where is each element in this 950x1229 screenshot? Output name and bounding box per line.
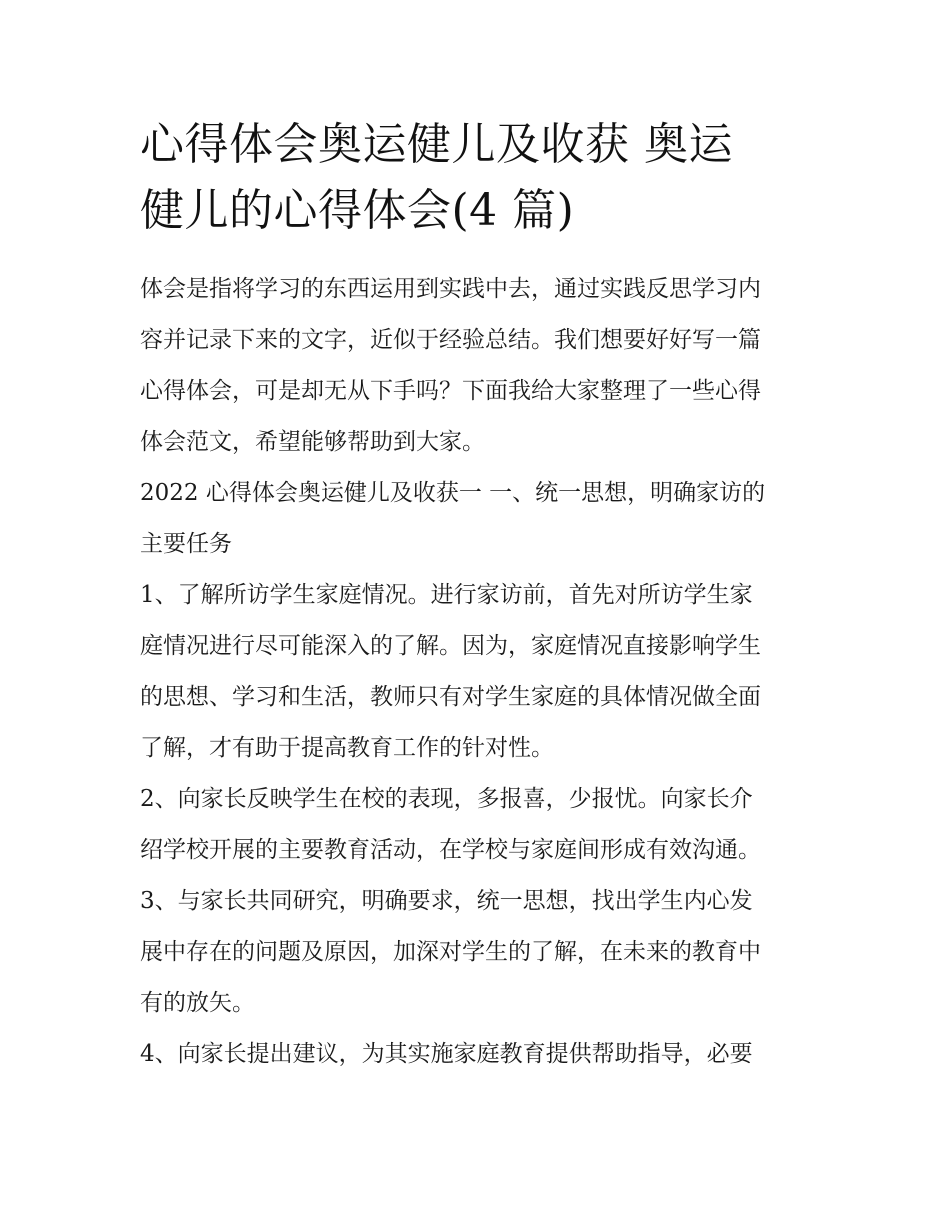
paragraph-line: 1、了解所访学生家庭情况。进行家访前，首先对所访学生家	[140, 582, 753, 608]
paragraph-line: 2022 心得体会奥运健儿及收获一 一、统一思想，明确家访的	[140, 480, 766, 506]
paragraph-item-4	[140, 1029, 815, 1080]
paragraph-line: 4、向家长提出建议，为其实施家庭教育提供帮助指导，必要	[140, 1041, 753, 1067]
paragraph-line: 有的放矢。	[140, 990, 255, 1016]
paragraph-line: 了解，才有助于提高教育工作的针对性。	[140, 735, 554, 761]
paragraph-line: 2、向家长反映学生在校的表现，多报喜，少报忧。向家长介	[140, 786, 753, 812]
paragraph-item-1	[140, 570, 815, 774]
document-title	[140, 112, 815, 244]
document-page	[140, 112, 815, 1080]
paragraph-line: 体会范文，希望能够帮助到大家。	[140, 429, 485, 455]
paragraph-line: 体会是指将学习的东西运用到实践中去，通过实践反思学习内	[140, 276, 761, 302]
paragraph-intro	[140, 264, 815, 468]
paragraph-line: 主要任务	[140, 531, 232, 557]
paragraph-line: 心得体会，可是却无从下手吗？下面我给大家整理了一些心得	[140, 378, 761, 404]
title-line-1: 心得体会奥运健儿及收获 奥运	[140, 119, 733, 170]
document-body	[140, 264, 815, 1080]
paragraph-section-heading	[140, 468, 815, 570]
paragraph-line: 展中存在的问题及原因，加深对学生的了解，在未来的教育中	[140, 939, 761, 965]
paragraph-line: 容并记录下来的文字，近似于经验总结。我们想要好好写一篇	[140, 327, 761, 353]
paragraph-item-2	[140, 774, 815, 876]
paragraph-line: 3、与家长共同研究，明确要求，统一思想，找出学生内心发	[140, 888, 753, 914]
paragraph-line: 庭情况进行尽可能深入的了解。因为，家庭情况直接影响学生	[140, 633, 761, 659]
paragraph-line: 的思想、学习和生活，教师只有对学生家庭的具体情况做全面	[140, 684, 761, 710]
title-line-2: 健儿的心得体会(4 篇)	[140, 185, 575, 236]
paragraph-item-3	[140, 876, 815, 1029]
paragraph-line: 绍学校开展的主要教育活动，在学校与家庭间形成有效沟通。	[140, 837, 761, 863]
